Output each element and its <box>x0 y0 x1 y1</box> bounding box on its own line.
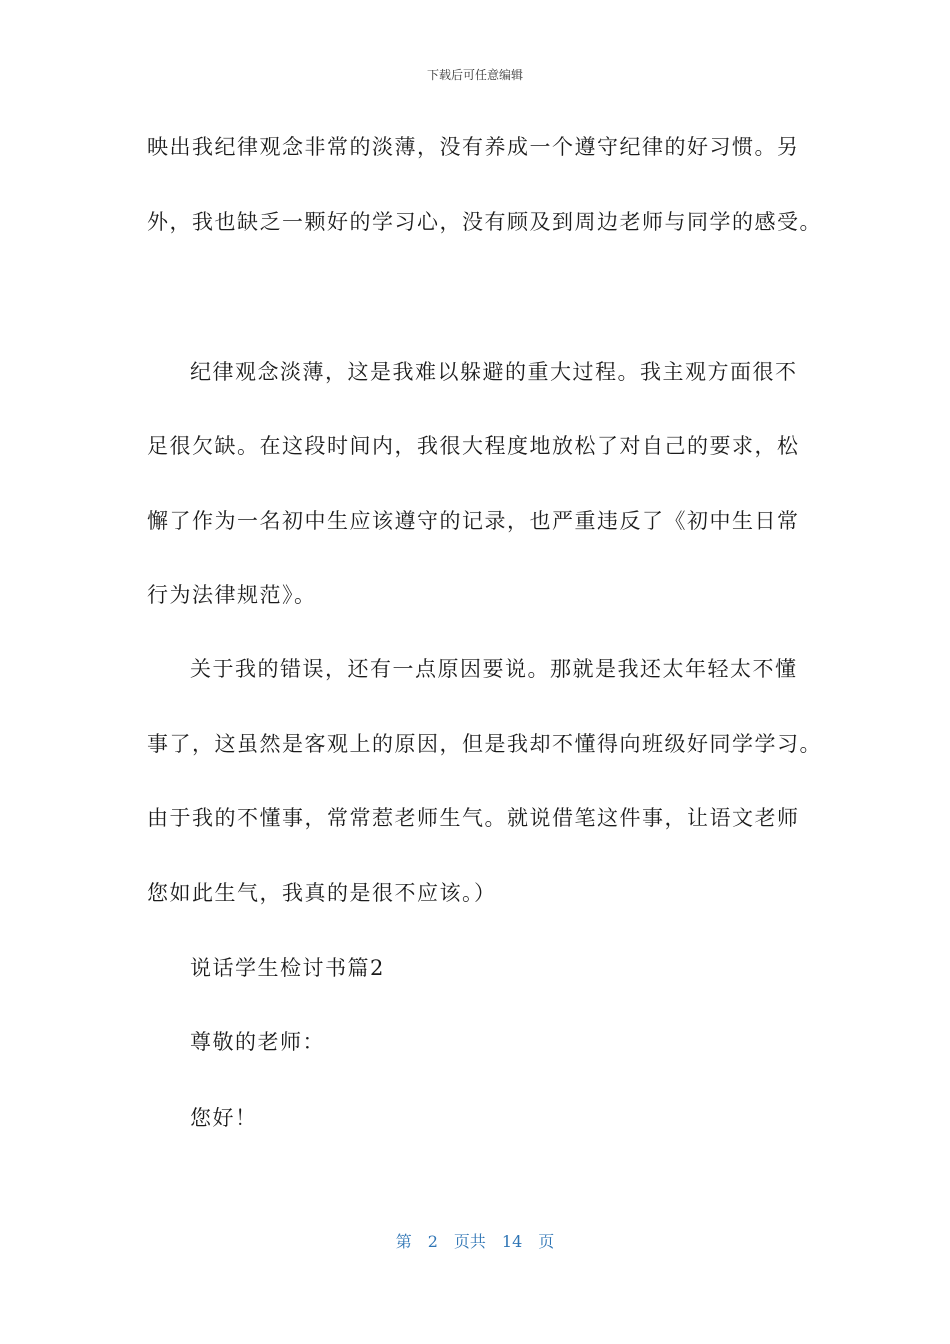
paragraph-line: 外，我也缺乏一颗好的学习心，没有顾及到周边老师与同学的感受。 <box>147 210 822 234</box>
page-label-suffix: 页 <box>538 1232 555 1251</box>
page-number: 2 <box>427 1232 438 1251</box>
paragraph-line: 懈了作为一名初中生应该遵守的记录，也严重违反了《初中生日常 <box>147 509 800 533</box>
total-pages: 14 <box>501 1232 523 1251</box>
page-label-prefix: 第 <box>395 1232 412 1251</box>
paragraph-line: 由于我的不懂事，常常惹老师生气。就说借笔这件事，让语文老师 <box>147 806 800 830</box>
paragraph-line: 事了，这虽然是客观上的原因，但是我却不懂得向班级好同学学习。 <box>147 732 822 756</box>
salutation: 尊敬的老师： <box>190 1030 325 1054</box>
greeting: 您好！ <box>190 1106 258 1130</box>
page-footer <box>0 1229 950 1252</box>
paragraph-line: 足很欠缺。在这段时间内，我很大程度地放松了对自己的要求，松 <box>147 434 800 458</box>
page-header-note: 下载后可任意编辑 <box>426 68 523 82</box>
paragraph-line: 映出我纪律观念非常的淡薄，没有养成一个遵守纪律的好习惯。另 <box>147 135 800 159</box>
paragraph-line: 关于我的错误，还有一点原因要说。那就是我还太年轻太不懂 <box>190 657 798 681</box>
paragraph-line: 行为法律规范》。 <box>147 583 317 607</box>
section-title: 说话学生检讨书篇2 <box>190 956 385 980</box>
page-label-mid: 页共 <box>453 1232 486 1251</box>
paragraph-line: 纪律观念淡薄，这是我难以躲避的重大过程。我主观方面很不 <box>190 360 798 384</box>
paragraph-line: 您如此生气，我真的是很不应该。） <box>147 881 497 905</box>
